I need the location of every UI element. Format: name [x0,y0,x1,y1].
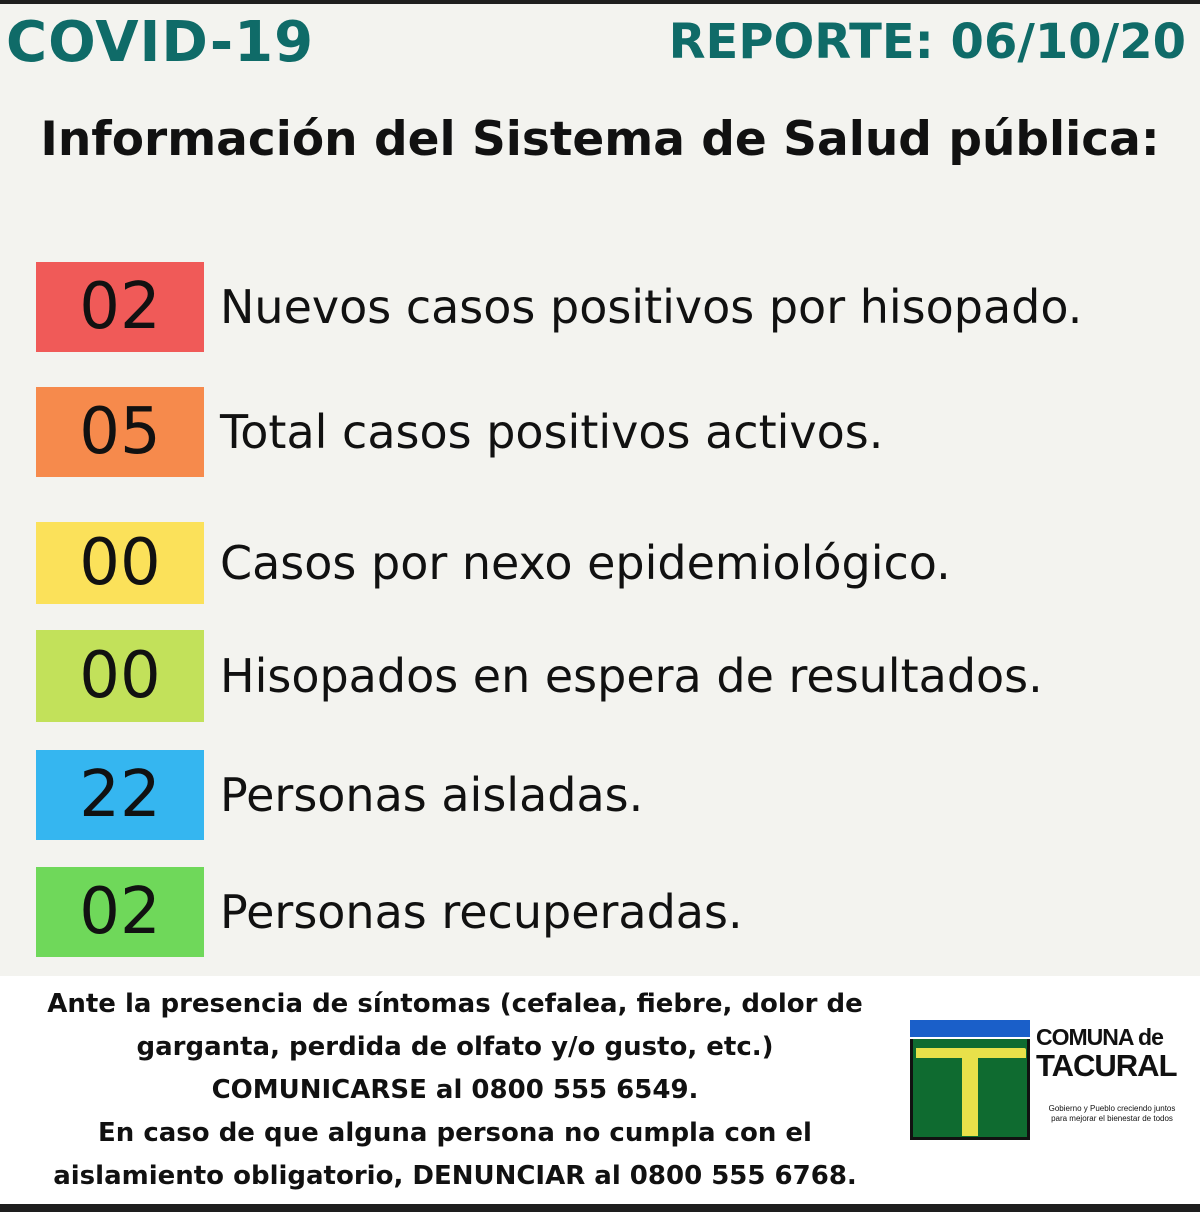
subtitle: Información del Sistema de Salud pública: [40,112,1160,167]
stat-row-active-cases [36,387,1176,477]
report-date: REPORTE: 06/10/20 [668,14,1186,70]
bottom-border [0,1204,1200,1212]
stat-label: Personas recuperadas. [220,885,743,939]
footer-line: Ante la presencia de síntomas (cefalea, fiebre, dolor de [47,988,863,1019]
stat-value: 00 [36,522,204,604]
stat-value: 02 [36,262,204,352]
footer-line: aislamiento obligatorio, DENUNCIAR al 0800 555 6768. [53,1160,857,1191]
stat-label: Nuevos casos positivos por hisopado. [220,280,1083,334]
stat-value: 00 [36,630,204,722]
footer-text [20,976,890,1204]
footer-line: garganta, perdida de olfato y/o gusto, etc.) [136,1031,774,1062]
logo-slogan [1038,1104,1186,1124]
stat-row-new-cases [36,262,1176,352]
tacural-t-icon [908,1018,1032,1142]
stat-row-recovered [36,867,1176,957]
page-title: COVID-19 [6,10,315,75]
footer-line: En caso de que alguna persona no cumpla con el [98,1117,812,1148]
stat-label: Total casos positivos activos. [220,405,884,459]
stat-row-isolated [36,750,1176,840]
stat-label: Personas aisladas. [220,768,644,822]
stat-row-epidemiological-link [36,522,1176,604]
stat-value: 05 [36,387,204,477]
logo-title-line1: COMUNA de [1036,1024,1163,1050]
stat-value: 02 [36,867,204,957]
logo-slogan-line1: Gobierno y Pueblo creciendo juntos [1048,1104,1176,1113]
stat-label: Casos por nexo epidemiológico. [220,536,951,590]
footer-line: COMUNICARSE al 0800 555 6549. [211,1074,699,1105]
comuna-logo [908,1018,1188,1142]
stat-row-pending-swabs [36,630,1176,722]
top-border [0,0,1200,4]
logo-title-line2: TACURAL [1036,1048,1177,1083]
stat-value: 22 [36,750,204,840]
stat-label: Hisopados en espera de resultados. [220,649,1043,703]
logo-slogan-line2: para mejorar el bienestar de todos [1051,1114,1173,1123]
